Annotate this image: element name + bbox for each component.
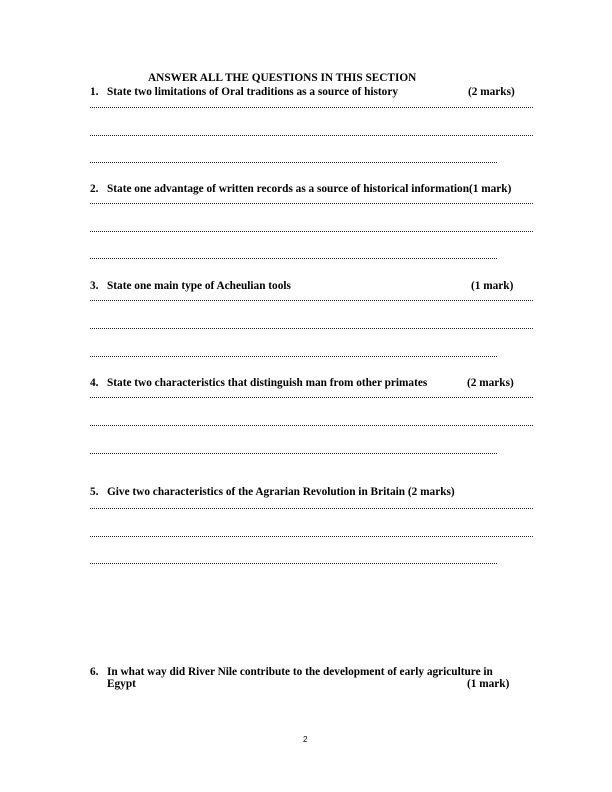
answer-line (90, 300, 533, 301)
question-text-continued: Egypt (107, 678, 136, 690)
question-marks: (1 mark) (467, 678, 510, 690)
answer-line (90, 231, 533, 232)
answer-line (90, 107, 533, 108)
answer-line (90, 203, 533, 204)
question-marks: (1 mark) (471, 280, 514, 292)
answer-line (90, 258, 497, 259)
question-number: 3. (90, 280, 99, 292)
question-text: Give two characteristics of the Agrarian Revolution in Britain (2 marks) (107, 486, 455, 498)
answer-line (90, 425, 533, 426)
question-marks: (2 marks) (468, 86, 515, 98)
answer-line (90, 162, 497, 163)
question-text: State two characteristics that distinguish man from other primates (107, 377, 428, 389)
answer-line (90, 563, 497, 564)
question-number: 2. (90, 183, 99, 195)
question-number: 5. (90, 486, 99, 498)
answer-line (90, 135, 533, 136)
answer-line (90, 328, 533, 329)
question-number: 6. (90, 666, 99, 678)
question-text: State one main type of Acheulian tools (107, 280, 291, 292)
question-text: In what way did River Nile contribute to the development of early agriculture in (107, 666, 493, 678)
page-number: 2 (303, 735, 308, 744)
question-text: State two limitations of Oral traditions as a source of history (107, 86, 398, 98)
answer-line (90, 508, 533, 509)
answer-line (90, 397, 533, 398)
answer-line (90, 536, 533, 537)
question-number: 1. (90, 86, 99, 98)
question-text: State one advantage of written records as a source of historical information(1 mark) (107, 183, 512, 195)
question-marks: (2 marks) (467, 377, 514, 389)
question-number: 4. (90, 377, 99, 389)
answer-line (90, 356, 497, 357)
section-heading: ANSWER ALL THE QUESTIONS IN THIS SECTION (148, 72, 417, 84)
answer-line (90, 453, 497, 454)
